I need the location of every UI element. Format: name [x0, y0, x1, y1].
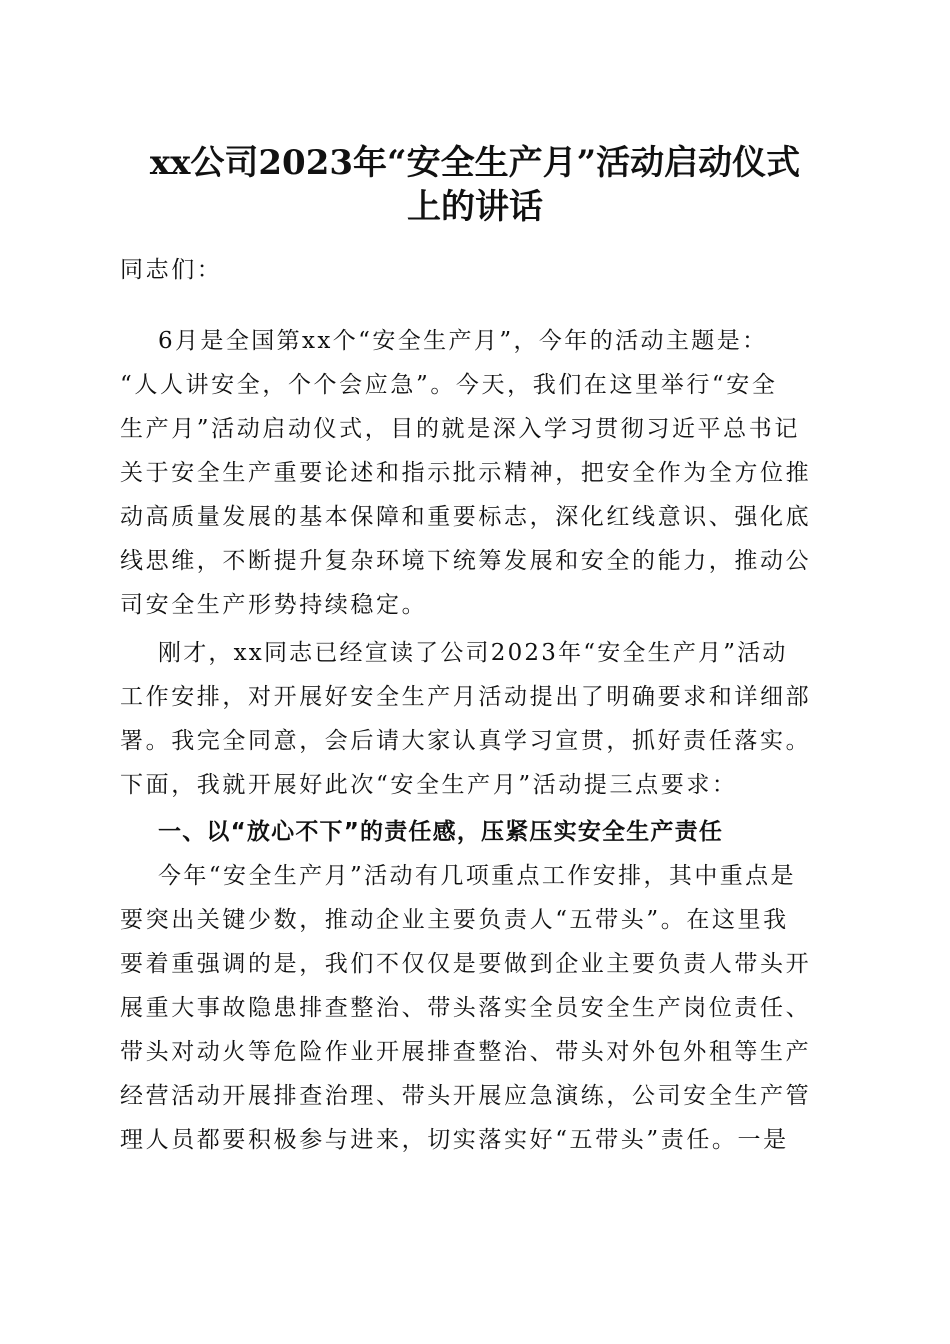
paragraph-line: 生产月”活动启动仪式，目的就是深入学习贯彻习近平总书记 — [120, 416, 800, 442]
paragraph-line: 线思维，不断提升复杂环境下统筹发展和安全的能力，推动公 — [120, 548, 812, 574]
paragraph-line: 动高质量发展的基本保障和重要标志，深化红线意识、强化底 — [120, 504, 812, 530]
salutation: 同志们： — [120, 257, 223, 283]
paragraph-line: 展重大事故隐患排查整治、带头落实全员安全生产岗位责任、 — [120, 995, 812, 1021]
paragraph-line: “人人讲安全，个个会应急”。今天，我们在这里举行“安全 — [120, 372, 778, 398]
paragraph-line: 要着重强调的是，我们不仅仅是要做到企业主要负责人带头开 — [120, 951, 812, 977]
document-title-line-2: 上的讲话 — [407, 187, 543, 227]
paragraph-line: 刚才，xx同志已经宣读了公司2023年“安全生产月”活动 — [158, 640, 788, 666]
paragraph-line: 6月是全国第xx个“安全生产月”，今年的活动主题是： — [158, 328, 768, 354]
paragraph-line: 经营活动开展排查治理、带头开展应急演练，公司安全生产管 — [120, 1083, 812, 1109]
paragraph-line: 司安全生产形势持续稳定。 — [120, 592, 428, 618]
paragraph-line: 署。我完全同意，会后请大家认真学习宣贯，抓好责任落实。 — [120, 728, 812, 754]
paragraph-line: 下面，我就开展好此次“安全生产月”活动提三点要求： — [120, 772, 738, 798]
paragraph-line: 带头对动火等危险作业开展排查整治、带头对外包外租等生产 — [120, 1039, 812, 1065]
paragraph-line: 要突出关键少数，推动企业主要负责人“五带头”。在这里我 — [120, 907, 789, 933]
paragraph-line: 工作安排，对开展好安全生产月活动提出了明确要求和详细部 — [120, 684, 812, 710]
document-title-line-1: xx公司2023年“安全生产月”活动启动仪式 — [149, 143, 801, 183]
paragraph-line: 关于安全生产重要论述和指示批示精神，把安全作为全方位推 — [120, 460, 812, 486]
section-heading: 一、以“放心不下”的责任感，压紧压实安全生产责任 — [158, 819, 724, 845]
paragraph-line: 今年“安全生产月”活动有几项重点工作安排，其中重点是 — [158, 863, 796, 889]
paragraph-line: 理人员都要积极参与进来，切实落实好“五带头”责任。一是 — [120, 1127, 789, 1153]
